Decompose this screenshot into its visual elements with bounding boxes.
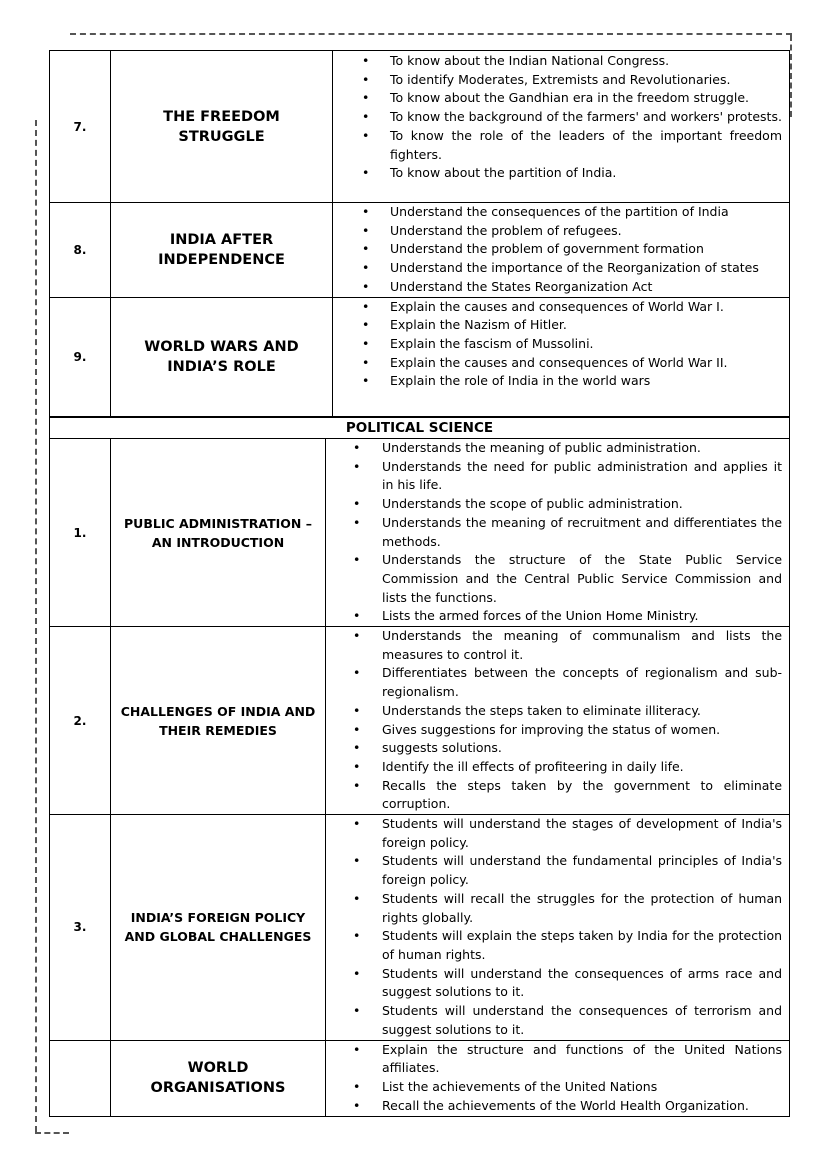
- list-item: • Lists the armed forces of the Union Home Ministry.: [382, 607, 782, 626]
- row-number: 8.: [50, 203, 111, 298]
- list-item: • Gives suggestions for improving the status of women.: [382, 721, 782, 740]
- row-number: 2.: [50, 627, 111, 815]
- section-header-row: [50, 417, 790, 439]
- list-item: • Identify the ill effects of profiteering in daily life.: [382, 758, 782, 777]
- list-item: • Understand the problem of government formation: [390, 240, 782, 259]
- objectives-list: [333, 298, 789, 392]
- page-border-top: [70, 33, 792, 35]
- list-item: • Understands the scope of public administration.: [382, 495, 782, 514]
- list-item: • Students will understand the fundamental principles of India's foreign policy.: [382, 852, 782, 889]
- list-item: • To identify Moderates, Extremists and Revolutionaries.: [390, 71, 782, 90]
- objectives-list: [326, 1041, 789, 1116]
- list-item: • Students will understand the consequences of terrorism and suggest solutions to it.: [382, 1002, 782, 1039]
- chapter-title: WORLD WARS AND INDIA’S ROLE: [111, 297, 333, 417]
- objectives-cell: [333, 51, 790, 203]
- row-number: [50, 1040, 111, 1116]
- chapter-title: INDIA AFTER INDEPENDENCE: [111, 203, 333, 298]
- table-row: [50, 815, 790, 1040]
- objectives-cell: [326, 627, 790, 815]
- list-item: • Understands the steps taken to eliminate illiteracy.: [382, 702, 782, 721]
- list-item: • Understand the States Reorganization Act: [390, 278, 782, 297]
- objectives-list: [333, 51, 789, 183]
- list-item: • To know about the partition of India.: [390, 164, 782, 183]
- chapter-title: THE FREEDOM STRUGGLE: [111, 51, 333, 203]
- chapter-title: CHALLENGES OF INDIA AND THEIR REMEDIES: [111, 627, 326, 815]
- objectives-cell: [333, 297, 790, 417]
- row-number: 9.: [50, 297, 111, 417]
- table-row: [50, 297, 790, 417]
- list-item: • Understands the meaning of communalism and lists the measures to control it.: [382, 627, 782, 664]
- table-row: [50, 203, 790, 298]
- list-item: • Understand the consequences of the partition of India: [390, 203, 782, 222]
- list-item: • Recalls the steps taken by the government to eliminate corruption.: [382, 777, 782, 814]
- list-item: • Understand the problem of refugees.: [390, 222, 782, 241]
- objectives-cell: [326, 815, 790, 1040]
- political-science-table: [49, 416, 790, 1117]
- list-item: • Understands the structure of the State Public Service Commission and the Central Public Service Commission and lists the functions.: [382, 551, 782, 607]
- list-item: • Recall the achievements of the World Health Organization.: [382, 1097, 782, 1116]
- list-item: • Explain the role of India in the world wars: [390, 372, 782, 391]
- list-item: • To know the background of the farmers' and workers' protests.: [390, 108, 782, 127]
- objectives-list: [333, 203, 789, 297]
- objectives-list: [326, 627, 789, 814]
- row-number: 7.: [50, 51, 111, 203]
- chapter-title: PUBLIC ADMINISTRATION – AN INTRODUCTION: [111, 439, 326, 627]
- list-item: • Students will recall the struggles for the protection of human rights globally.: [382, 890, 782, 927]
- table-row: [50, 51, 790, 203]
- objectives-list: [326, 439, 789, 626]
- list-item: • Explain the Nazism of Hitler.: [390, 316, 782, 335]
- list-item: • Explain the fascism of Mussolini.: [390, 335, 782, 354]
- list-item: • Understands the meaning of public administration.: [382, 439, 782, 458]
- list-item: • Understands the need for public administration and applies it in his life.: [382, 458, 782, 495]
- list-item: • To know about the Indian National Congress.: [390, 52, 782, 71]
- list-item: • Explain the causes and consequences of World War I.: [390, 298, 782, 317]
- page-border-left: [35, 120, 37, 1132]
- section-title: POLITICAL SCIENCE: [50, 417, 790, 439]
- objectives-cell: [333, 203, 790, 298]
- list-item: • List the achievements of the United Nations: [382, 1078, 782, 1097]
- list-item: • Students will understand the stages of development of India's foreign policy.: [382, 815, 782, 852]
- list-item: • To know the role of the leaders of the important freedom fighters.: [390, 127, 782, 164]
- list-item: • Explain the causes and consequences of World War II.: [390, 354, 782, 373]
- chapter-title: INDIA’S FOREIGN POLICY AND GLOBAL CHALLENGES: [111, 815, 326, 1040]
- list-item: • Explain the structure and functions of the United Nations affiliates.: [382, 1041, 782, 1078]
- list-item: • suggests solutions.: [382, 739, 782, 758]
- list-item: • Students will understand the consequences of arms race and suggest solutions to it.: [382, 965, 782, 1002]
- row-number: 1.: [50, 439, 111, 627]
- page-border-bottom: [35, 1132, 69, 1134]
- table-row: [50, 1040, 790, 1116]
- objectives-list: [326, 815, 789, 1039]
- page-border-right: [790, 35, 792, 117]
- chapter-title: WORLD ORGANISATIONS: [111, 1040, 326, 1116]
- objectives-cell: [326, 439, 790, 627]
- history-curriculum-table: [49, 50, 790, 418]
- list-item: • Understand the importance of the Reorganization of states: [390, 259, 782, 278]
- list-item: • Understands the meaning of recruitment and differentiates the methods.: [382, 514, 782, 551]
- row-number: 3.: [50, 815, 111, 1040]
- list-item: • Students will explain the steps taken by India for the protection of human rights.: [382, 927, 782, 964]
- list-item: • To know about the Gandhian era in the freedom struggle.: [390, 89, 782, 108]
- objectives-cell: [326, 1040, 790, 1116]
- list-item: • Differentiates between the concepts of regionalism and sub-regionalism.: [382, 664, 782, 701]
- table-row: [50, 439, 790, 627]
- table-row: [50, 627, 790, 815]
